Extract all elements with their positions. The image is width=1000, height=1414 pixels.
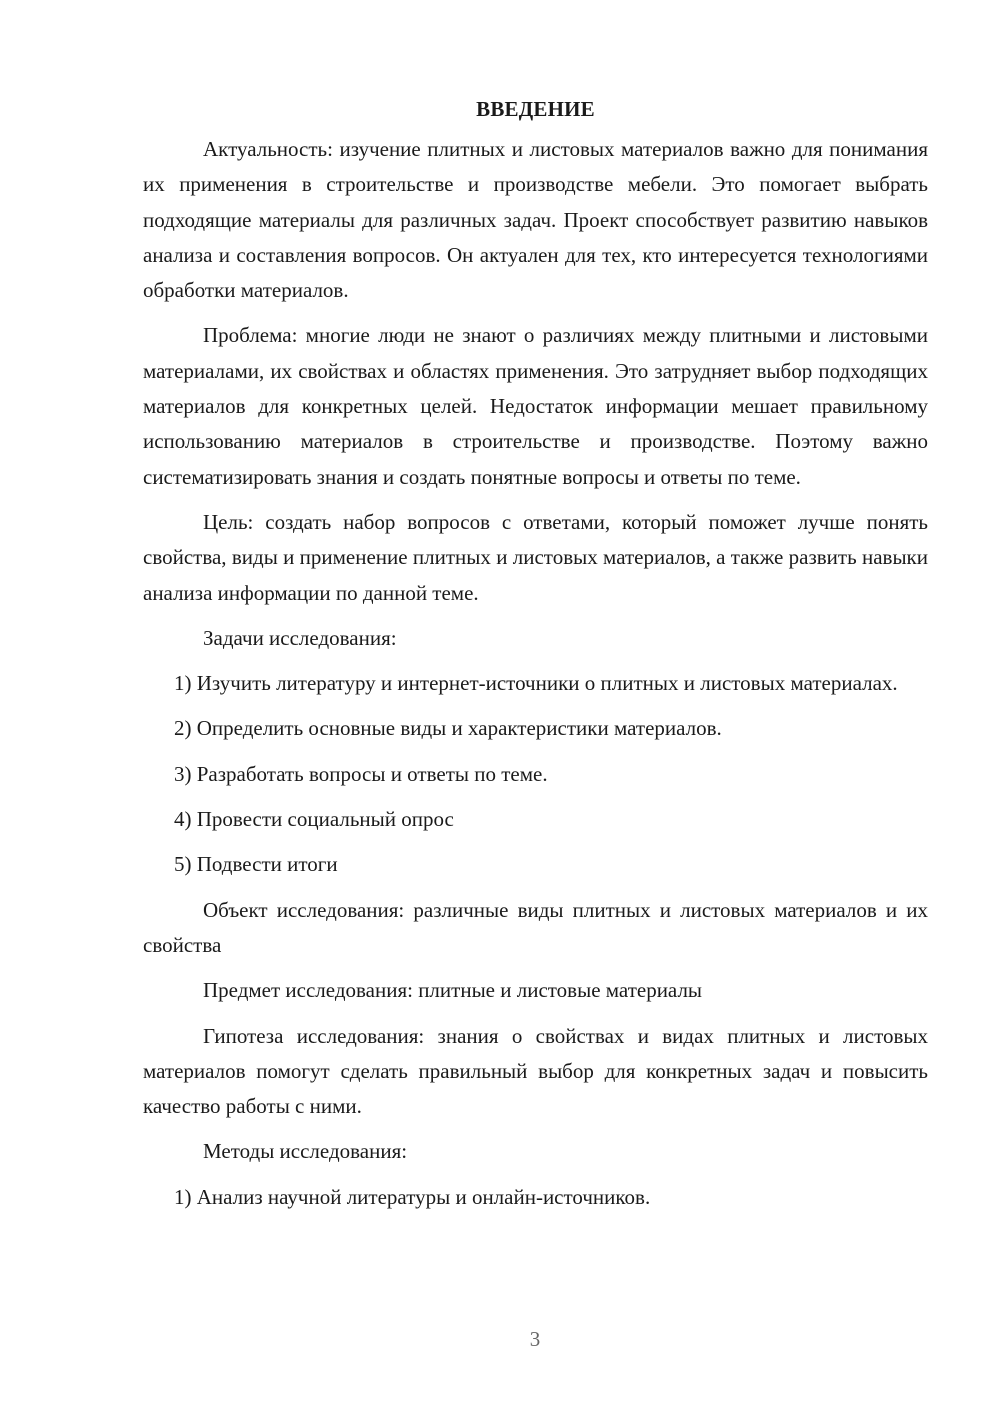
paragraph-hypothesis: Гипотеза исследования: знания о свойствах и видах плитных и листовых материалов помогут сделать правильный выбор для конкретных задач и повысить качество работы с ними. — [143, 1023, 928, 1119]
task-item-4: 4) Провести социальный опрос — [174, 807, 454, 832]
document-page — [143, 92, 928, 1225]
task-item-1: 1) Изучить литературу и интернет-источники о плитных и листовых материалах. — [174, 671, 898, 696]
tasks-heading: Задачи исследования: — [203, 625, 397, 650]
methods-heading: Методы исследования: — [203, 1139, 408, 1164]
paragraph-goal: Цель: создать набор вопросов с ответами, который поможет лучше понять свойства, виды и применение плитных и листовых материалов, а также развить навыки анализа информации по данной теме. — [143, 509, 928, 605]
paragraph-object: Объект исследования: различные виды плитных и листовых материалов и их свойства — [143, 897, 928, 957]
task-item-5: 5) Подвести итоги — [174, 852, 338, 877]
paragraph-problem: Проблема: многие люди не знают о различиях между плитными и листовыми материалами, их свойствах и областях применения. Это затрудняет выбор подходящих материалов для конкретных целей. Недостаток информации мешает правильному использованию материалов в строительстве и производстве. Поэтому важно систематизировать знания и создать понятные вопросы и ответы по теме. — [143, 323, 928, 489]
paragraph-relevance: Актуальность: изучение плитных и листовых материалов важно для понимания их применения в строительстве и производстве мебели. Это помогает выбрать подходящие материалы для различных задач. Проект способствует развитию навыков анализа и составления вопросов. Он актуален для тех, кто интересуется технологиями обработки материалов. — [143, 137, 928, 303]
page-title: ВВЕДЕНИЕ — [476, 97, 595, 121]
paragraph-subject: Предмет исследования: плитные и листовые материалы — [203, 978, 703, 1003]
task-item-3: 3) Разработать вопросы и ответы по теме. — [174, 761, 548, 786]
method-item-1: 1) Анализ научной литературы и онлайн-источников. — [174, 1184, 651, 1209]
task-item-2: 2) Определить основные виды и характеристики материалов. — [174, 716, 722, 741]
page-number: 3 — [529, 1327, 541, 1351]
